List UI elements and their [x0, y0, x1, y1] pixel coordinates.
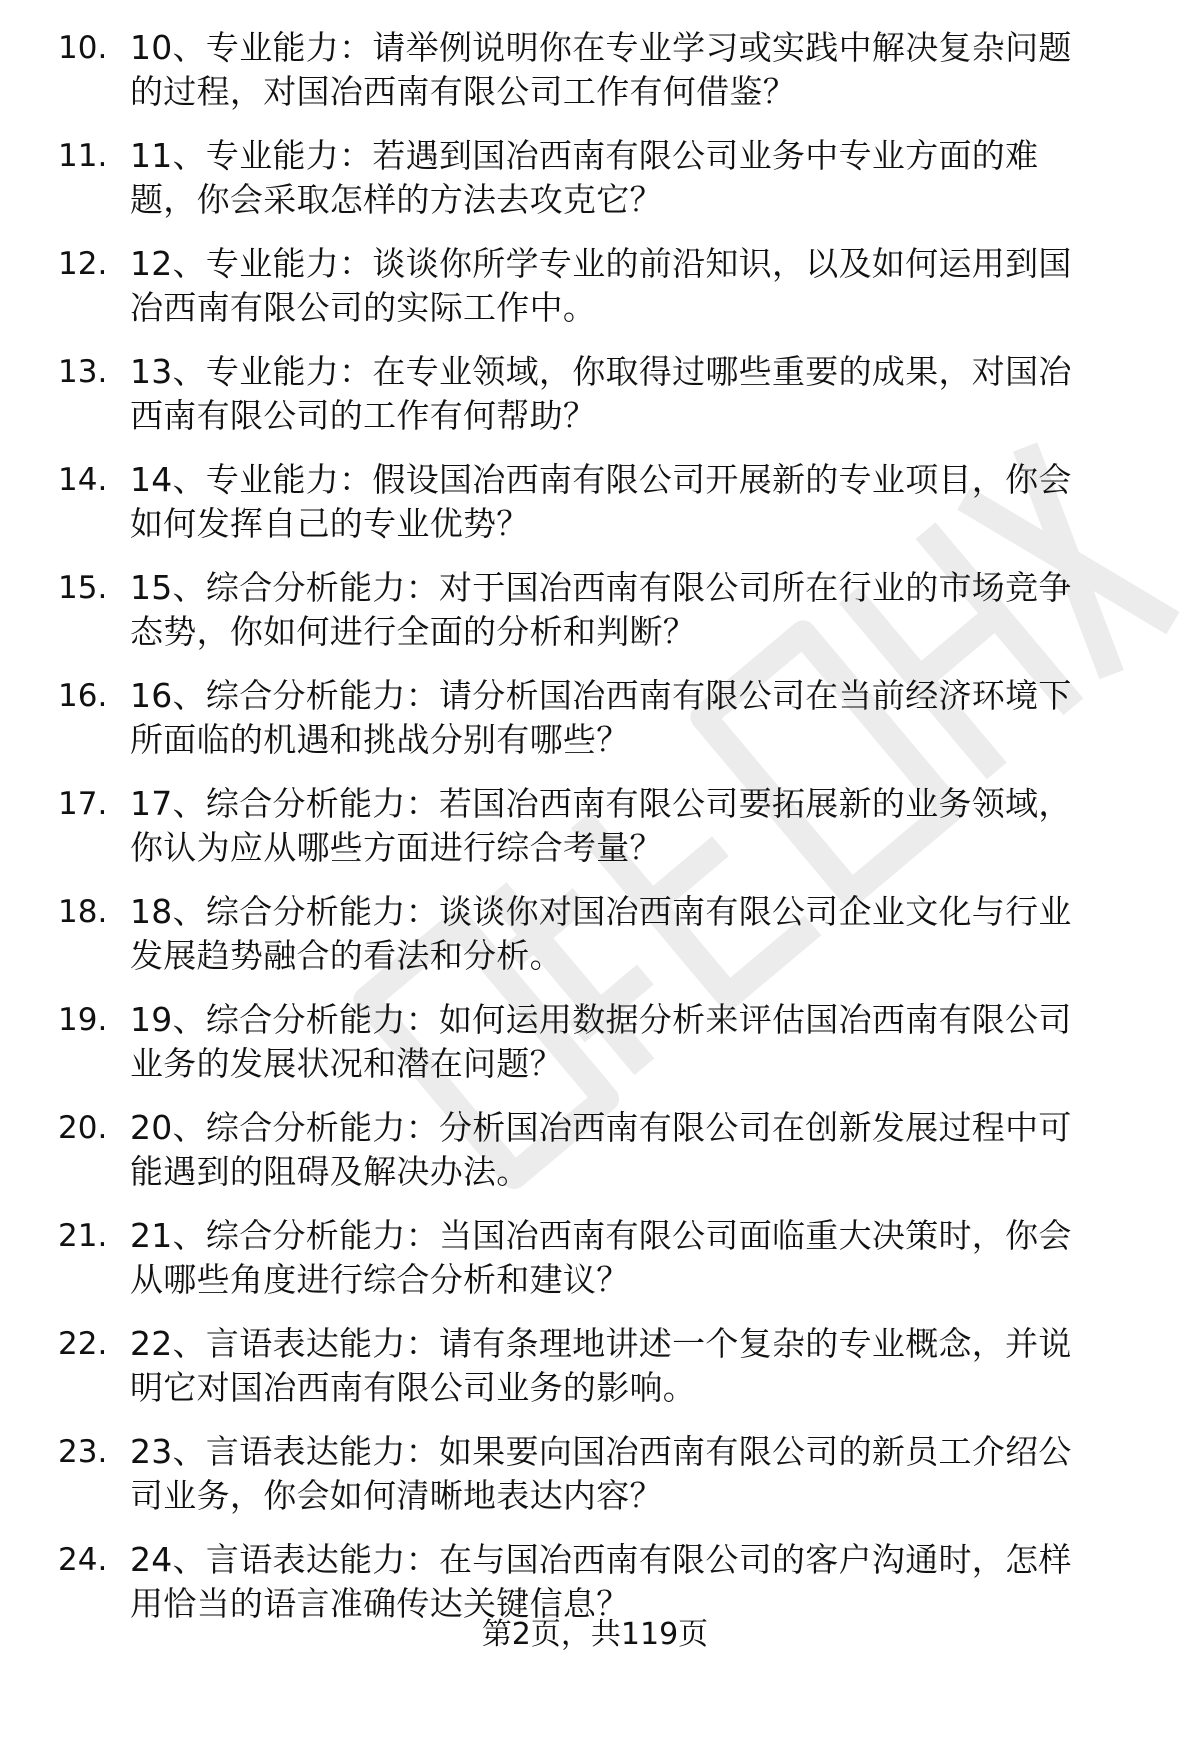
question-text-line: 10、专业能力：请举例说明你在专业学习或实践中解决复杂问题	[130, 28, 1072, 67]
question-text	[130, 26, 1160, 114]
question-text	[130, 1538, 1160, 1626]
question-text-line: 17、综合分析能力：若国冶西南有限公司要拓展新的业务领域，	[130, 784, 1072, 823]
question-text	[130, 998, 1160, 1086]
question-item	[0, 346, 1190, 454]
question-number: 12.	[58, 246, 108, 282]
question-text-line: 的过程，对国冶西南有限公司工作有何借鉴？	[130, 72, 796, 111]
question-item	[0, 886, 1190, 994]
question-text-line: 24、言语表达能力：在与国冶西南有限公司的客户沟通时，怎样	[130, 1540, 1072, 1579]
question-item	[0, 1426, 1190, 1534]
question-item	[0, 562, 1190, 670]
question-text-line: 用恰当的语言准确传达关键信息？	[130, 1584, 630, 1623]
question-text	[130, 1214, 1160, 1302]
question-item	[0, 238, 1190, 346]
question-text	[130, 134, 1160, 222]
question-text	[130, 566, 1160, 654]
question-text-line: 14、专业能力：假设国冶西南有限公司开展新的专业项目，你会	[130, 460, 1072, 499]
question-item	[0, 454, 1190, 562]
question-text-line: 16、综合分析能力：请分析国冶西南有限公司在当前经济环境下	[130, 676, 1072, 715]
question-item	[0, 1318, 1190, 1426]
question-text-line: 能遇到的阻碍及解决办法。	[130, 1152, 530, 1191]
question-text-line: 18、综合分析能力：谈谈你对国冶西南有限公司企业文化与行业	[130, 892, 1072, 931]
question-number: 20.	[58, 1110, 108, 1146]
question-text-line: 司业务，你会如何清晰地表达内容？	[130, 1476, 663, 1515]
question-text-line: 从哪些角度进行综合分析和建议？	[130, 1260, 630, 1299]
question-number: 10.	[58, 30, 108, 66]
question-text-line: 21、综合分析能力：当国冶西南有限公司面临重大决策时，你会	[130, 1216, 1072, 1255]
question-text-line: 题，你会采取怎样的方法去攻克它？	[130, 180, 663, 219]
question-item	[0, 22, 1190, 130]
question-text-line: 态势，你如何进行全面的分析和判断？	[130, 612, 697, 651]
question-text	[130, 458, 1160, 546]
question-text-line: 15、综合分析能力：对于国冶西南有限公司所在行业的市场竞争	[130, 568, 1072, 607]
question-text-line: 12、专业能力：谈谈你所学专业的前沿知识，以及如何运用到国	[130, 244, 1072, 283]
question-number: 17.	[58, 786, 108, 822]
question-number: 22.	[58, 1326, 108, 1362]
question-number: 11.	[58, 138, 108, 174]
question-item	[0, 1102, 1190, 1210]
question-text-line: 业务的发展状况和潜在问题？	[130, 1044, 563, 1083]
page-footer: 第2页，共119页	[481, 1617, 709, 1652]
question-item	[0, 1210, 1190, 1318]
question-list	[0, 22, 1190, 1642]
question-text-line: 明它对国冶西南有限公司业务的影响。	[130, 1368, 697, 1407]
question-text	[130, 1430, 1160, 1518]
question-number: 16.	[58, 678, 108, 714]
question-number: 24.	[58, 1542, 108, 1578]
question-text-line: 冶西南有限公司的实际工作中。	[130, 288, 597, 327]
question-item	[0, 670, 1190, 778]
question-text	[130, 890, 1160, 978]
question-number: 23.	[58, 1434, 108, 1470]
question-text-line: 你认为应从哪些方面进行综合考量？	[130, 828, 663, 867]
question-text-line: 如何发挥自己的专业优势？	[130, 504, 530, 543]
question-item	[0, 130, 1190, 238]
question-text-line: 11、专业能力：若遇到国冶西南有限公司业务中专业方面的难	[130, 136, 1039, 175]
question-text-line: 所面临的机遇和挑战分别有哪些？	[130, 720, 630, 759]
question-item	[0, 778, 1190, 886]
question-number: 15.	[58, 570, 108, 606]
question-text-line: 西南有限公司的工作有何帮助？	[130, 396, 597, 435]
question-number: 19.	[58, 1002, 108, 1038]
question-text-line: 19、综合分析能力：如何运用数据分析来评估国冶西南有限公司	[130, 1000, 1072, 1039]
question-text	[130, 1106, 1160, 1194]
question-text-line: 发展趋势融合的看法和分析。	[130, 936, 563, 975]
question-text	[130, 350, 1160, 438]
question-text-line: 20、综合分析能力：分析国冶西南有限公司在创新发展过程中可	[130, 1108, 1072, 1147]
question-text	[130, 674, 1160, 762]
question-number: 21.	[58, 1218, 108, 1254]
question-text-line: 13、专业能力：在专业领域，你取得过哪些重要的成果，对国冶	[130, 352, 1072, 391]
question-number: 14.	[58, 462, 108, 498]
question-text	[130, 242, 1160, 330]
question-number: 13.	[58, 354, 108, 390]
question-number: 18.	[58, 894, 108, 930]
question-item	[0, 994, 1190, 1102]
question-text-line: 23、言语表达能力：如果要向国冶西南有限公司的新员工介绍公	[130, 1432, 1072, 1471]
question-text-line: 22、言语表达能力：请有条理地讲述一个复杂的专业概念，并说	[130, 1324, 1072, 1363]
question-text	[130, 1322, 1160, 1410]
question-text	[130, 782, 1160, 870]
